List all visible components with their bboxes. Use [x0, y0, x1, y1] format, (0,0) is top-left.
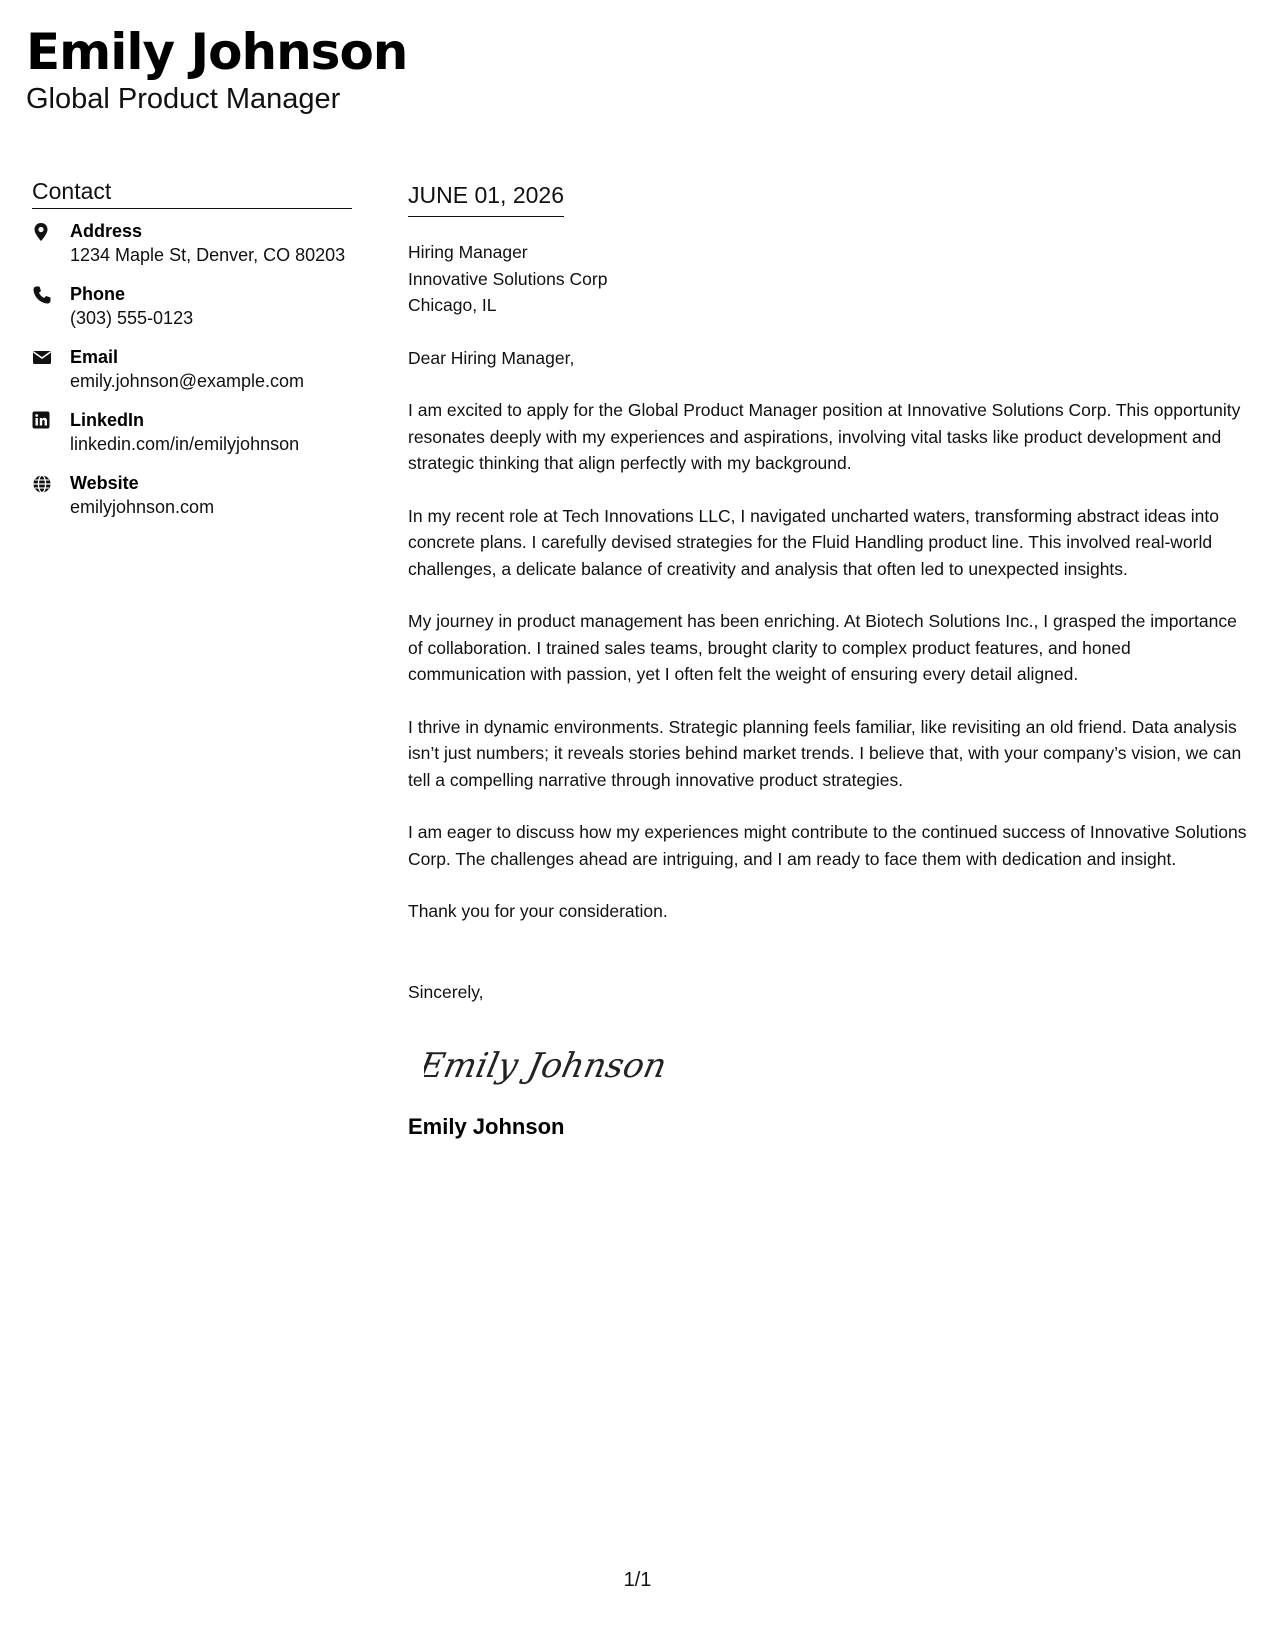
closing: Sincerely,: [408, 981, 484, 1002]
recipient-line: Hiring Manager: [408, 242, 528, 262]
linkedin-icon: [32, 408, 70, 429]
map-pin-icon: [32, 219, 70, 242]
letter-date: JUNE 01, 2026: [408, 180, 564, 217]
body-paragraph: Thank you for your consideration.: [408, 901, 668, 921]
salutation: Dear Hiring Manager,: [408, 347, 575, 368]
recipient-line: Chicago, IL: [408, 295, 497, 315]
linkedin-value: linkedin.com/in/emilyjohnson: [70, 434, 300, 454]
contact-heading: Contact: [32, 176, 352, 209]
contact-item-address: [32, 219, 352, 282]
body-paragraph: In my recent role at Tech Innovations LLC, I navigated uncharted waters, transforming abstract ideas into concrete plans. I carefully devised strategies for the Fluid Handling product line. This involved real-world challenges, a delicate balance of creativity and analysis that often led to unexpected insights.: [408, 505, 1219, 579]
page-number: 1/1: [623, 1569, 652, 1591]
contact-sidebar: [32, 176, 352, 534]
contact-label: LinkedIn: [70, 410, 145, 430]
envelope-icon: [32, 345, 70, 366]
body-paragraph: My journey in product management has been enriching. At Biotech Solutions Inc., I grasped the importance of collaboration. I trained sales teams, brought clarity to complex product features, and honed communication with passion, yet I often felt the weight of ensuring every detail aligned.: [408, 611, 1237, 684]
applicant-name: Emily Johnson: [26, 23, 408, 81]
contact-label: Website: [70, 473, 139, 493]
contact-item-linkedin: [32, 408, 352, 471]
contact-label: Email: [70, 347, 119, 367]
letter-header: [26, 22, 407, 116]
email-value: emily.johnson@example.com: [70, 371, 305, 391]
handwritten-signature: [424, 1035, 1253, 1095]
recipient-line: Innovative Solutions Corp: [408, 268, 608, 289]
body-paragraph: I am eager to discuss how my experiences might contribute to the continued success of Innovative Solutions Corp. The challenges ahead are intriguing, and I am ready to face them with dedication and insight.: [408, 822, 1247, 869]
letter-body: [408, 180, 1253, 1141]
website-value: emilyjohnson.com: [70, 497, 215, 517]
body-paragraph: I am excited to apply for the Global Product Manager position at Innovative Solutions Corp. This opportunity resonates deeply with my experiences and aspirations, involving vital tasks like product development and strategic thinking that align perfectly with my background.: [408, 400, 1241, 473]
contact-item-email: [32, 345, 352, 408]
globe-icon: [32, 471, 70, 494]
contact-item-phone: [32, 282, 352, 345]
signer-name: Emily Johnson: [408, 1114, 565, 1139]
contact-label: Address: [70, 221, 143, 241]
address-value: 1234 Maple St, Denver, CO 80203: [70, 245, 346, 265]
body-paragraph: I thrive in dynamic environments. Strategic planning feels familiar, like revisiting an old friend. Data analysis isn’t just numbers; it reveals stories behind market trends. I believe that, with your company’s vision, we can tell a compelling narrative through innovative product strategies.: [408, 716, 1242, 790]
phone-icon: [32, 282, 70, 305]
recipient-block: [408, 239, 1253, 319]
applicant-title: Global Product Manager: [26, 83, 341, 115]
contact-label: Phone: [70, 284, 126, 304]
contact-item-website: [32, 471, 352, 534]
signature-text: Emily Johnson: [424, 1046, 664, 1086]
phone-value: (303) 555-0123: [70, 308, 194, 328]
